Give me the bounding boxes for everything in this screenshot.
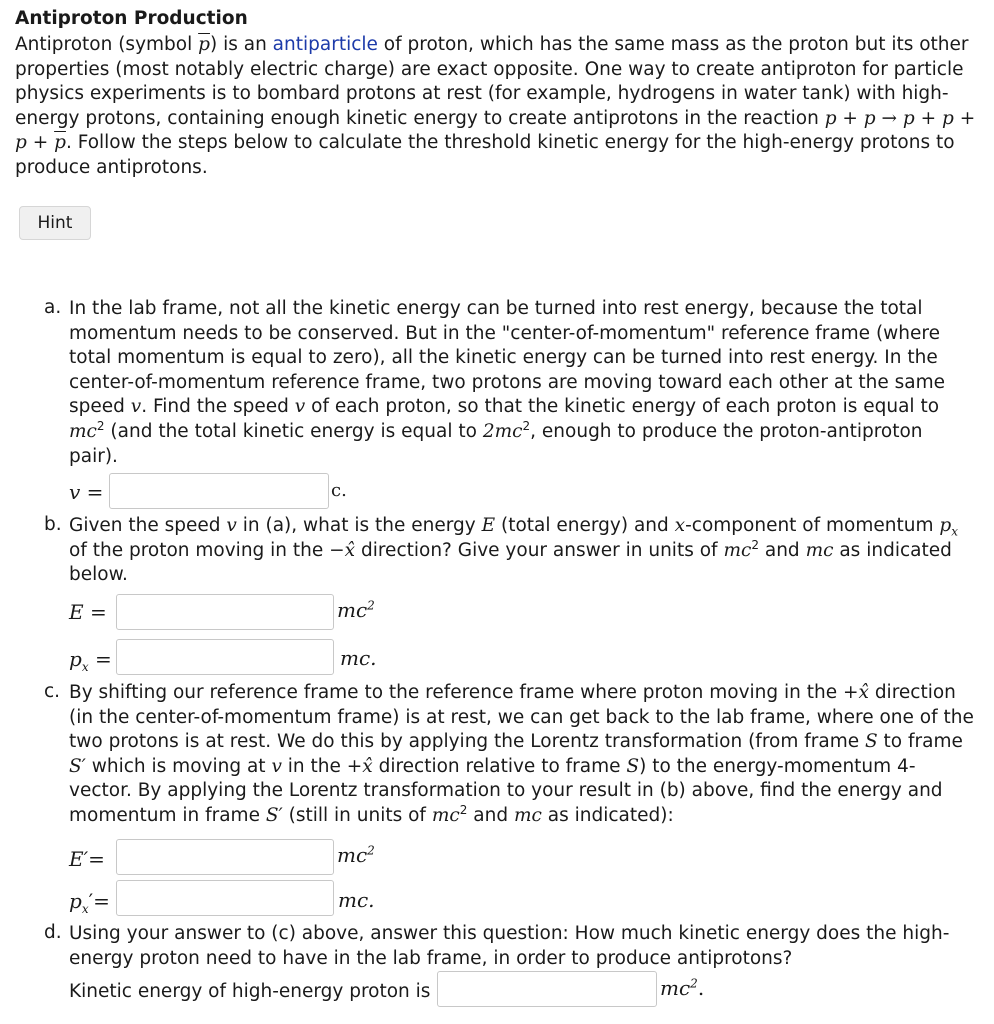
question-text: as indicated below.: [69, 539, 952, 586]
var-mc2: mc: [69, 420, 97, 442]
intro-paragraph: [15, 33, 980, 181]
var-v: v: [294, 396, 306, 418]
px-prime-label: [69, 889, 110, 916]
part-d-label: d.: [44, 922, 62, 943]
question-text: -component of momentum: [685, 515, 940, 536]
hint-button[interactable]: Hint: [19, 206, 91, 240]
part-a-label: a.: [44, 297, 62, 318]
var-p: p: [69, 647, 82, 671]
kinetic-energy-input[interactable]: [437, 971, 657, 1007]
unit-mc: mc: [337, 843, 368, 867]
question-text: (and the total kinetic energy is equal to: [104, 420, 483, 442]
reaction-equation: p + p → p + p + p +: [15, 107, 976, 154]
px-input[interactable]: [116, 639, 334, 675]
unit-mc: mc: [337, 598, 368, 622]
question-text: In the lab frame, not all the kinetic energy can be turned into rest energy, because the total momentum needs to be conserved. But in the "center-of-momentum" reference frame (where total momentum is equal to zero), all the kinetic energy can be turned into rest energy. In the center-of-momentum reference frame, two protons are moving toward each other at the same speed: [69, 298, 945, 418]
exponent: 2: [459, 802, 468, 817]
frame-S: S: [626, 755, 640, 777]
v-label: v =: [69, 480, 104, 504]
var-mc2: mc: [723, 539, 752, 561]
px-prime-unit: mc.: [338, 888, 375, 912]
px-prime-input[interactable]: [116, 880, 334, 916]
exponent: 2: [367, 843, 375, 858]
intro-text: . Follow the steps below to calculate the threshold kinetic energy for the high-energy protons to produce antiprotons.: [15, 132, 955, 178]
prime-equals: ′=: [88, 889, 110, 913]
var-mc2: mc: [431, 804, 460, 826]
page-title: Antiproton Production: [15, 8, 248, 29]
question-text: and: [758, 539, 806, 561]
px-unit: mc.: [340, 646, 377, 670]
var-p: p: [69, 889, 82, 913]
question-text: which is moving at: [85, 755, 272, 777]
var-E: E: [481, 515, 496, 536]
v-input[interactable]: [109, 473, 329, 509]
question-text: , enough to produce the proton-antiproton pair).: [69, 420, 923, 467]
intro-text: ) is an: [209, 34, 273, 55]
question-text: (still in units of: [282, 804, 432, 826]
px-label: [69, 647, 112, 674]
part-a-question: [69, 297, 974, 469]
kinetic-energy-label: Kinetic energy of high-energy proton is: [69, 981, 431, 1002]
question-text: direction? Give your answer in units of: [355, 539, 724, 561]
subscript: x: [81, 902, 89, 916]
part-c-question: [69, 681, 974, 829]
question-text: By shifting our reference frame to the reference frame where proton moving in the: [69, 682, 843, 703]
E-prime-unit: [337, 843, 375, 867]
question-text: direction (in the center-of-momentum frame) is at rest, we can get back to the lab frame, where one of the two protons is at rest. We do this by applying the Lorentz transformation (from frame: [69, 682, 974, 753]
var-px: p: [939, 515, 952, 536]
var-mc: mc: [513, 804, 542, 826]
unit-mc: mc: [660, 976, 691, 1000]
var-v: v: [271, 755, 282, 777]
question-text: . Find the speed: [141, 396, 295, 418]
pbar-symbol: $\overline{p}$: [198, 34, 210, 55]
frame-S: S: [864, 731, 878, 753]
subscript: x: [951, 524, 958, 539]
v-unit: c.: [331, 480, 347, 501]
E-unit: [337, 598, 375, 622]
question-text: in the: [281, 755, 347, 777]
exponent: 2: [522, 418, 531, 433]
var-v: v: [130, 396, 142, 418]
subscript: x: [81, 660, 89, 674]
intro-text: Antiproton (symbol: [15, 34, 199, 55]
var-x: x: [674, 515, 686, 536]
question-text: of each proton, so that the kinetic energy of each proton is equal to: [305, 396, 940, 418]
E-prime-label: E′=: [69, 847, 105, 871]
kinetic-energy-unit: [660, 976, 704, 1000]
direction-minus-x: −x̂: [329, 539, 356, 561]
E-prime-input[interactable]: [116, 839, 334, 875]
equals-sign: =: [94, 647, 112, 671]
intro-text: of proton, which has the same mass as the proton but its other properties (most notably electric charge) are exact opposite. One way to create antiproton for particle physics experiments is to bombard protons at rest (for example, hydrogens in water tank) with high-energy protons, containing enough kinetic energy to create antiprotons in the reaction: [15, 34, 969, 129]
E-input[interactable]: [116, 594, 334, 630]
question-text: and: [467, 804, 514, 826]
part-b-question: [69, 514, 974, 588]
question-text: direction relative to frame: [372, 755, 627, 777]
question-text: to frame: [877, 731, 963, 753]
antiparticle-link[interactable]: antiparticle: [272, 34, 378, 55]
direction-plus-x: +x̂: [843, 682, 869, 703]
part-d-question: Using your answer to (c) above, answer this question: How much kinetic energy does the high-energy proton need to have in the lab frame, in order to produce antiprotons?: [69, 923, 950, 969]
frame-S-prime: S′: [69, 755, 86, 777]
reaction-pbar: $\overline{p}$: [54, 132, 66, 154]
exponent: 2: [367, 598, 375, 613]
var-2mc2: 2mc: [482, 420, 523, 442]
period: .: [697, 976, 705, 1000]
question-text: of the proton moving in the: [69, 539, 330, 561]
question-text: as indicated):: [541, 804, 674, 826]
E-label: E =: [69, 600, 107, 624]
exponent: 2: [690, 976, 698, 991]
direction-plus-x: +x̂: [346, 755, 373, 777]
part-b-label: b.: [44, 514, 62, 535]
var-mc: mc: [805, 539, 834, 561]
question-text: in (a), what is the energy: [236, 515, 482, 536]
exponent: 2: [96, 418, 105, 433]
frame-S-prime: S′: [265, 804, 283, 826]
exponent: 2: [751, 537, 759, 552]
part-c-label: c.: [44, 681, 61, 702]
question-text: ) to the energy-momentum 4-vector. By applying the Lorentz transformation to your result in (b) above, find the energy and momentum in frame: [69, 755, 943, 826]
question-text: (total energy) and: [495, 515, 675, 536]
question-text: Given the speed: [69, 515, 227, 536]
var-v: v: [226, 515, 237, 536]
